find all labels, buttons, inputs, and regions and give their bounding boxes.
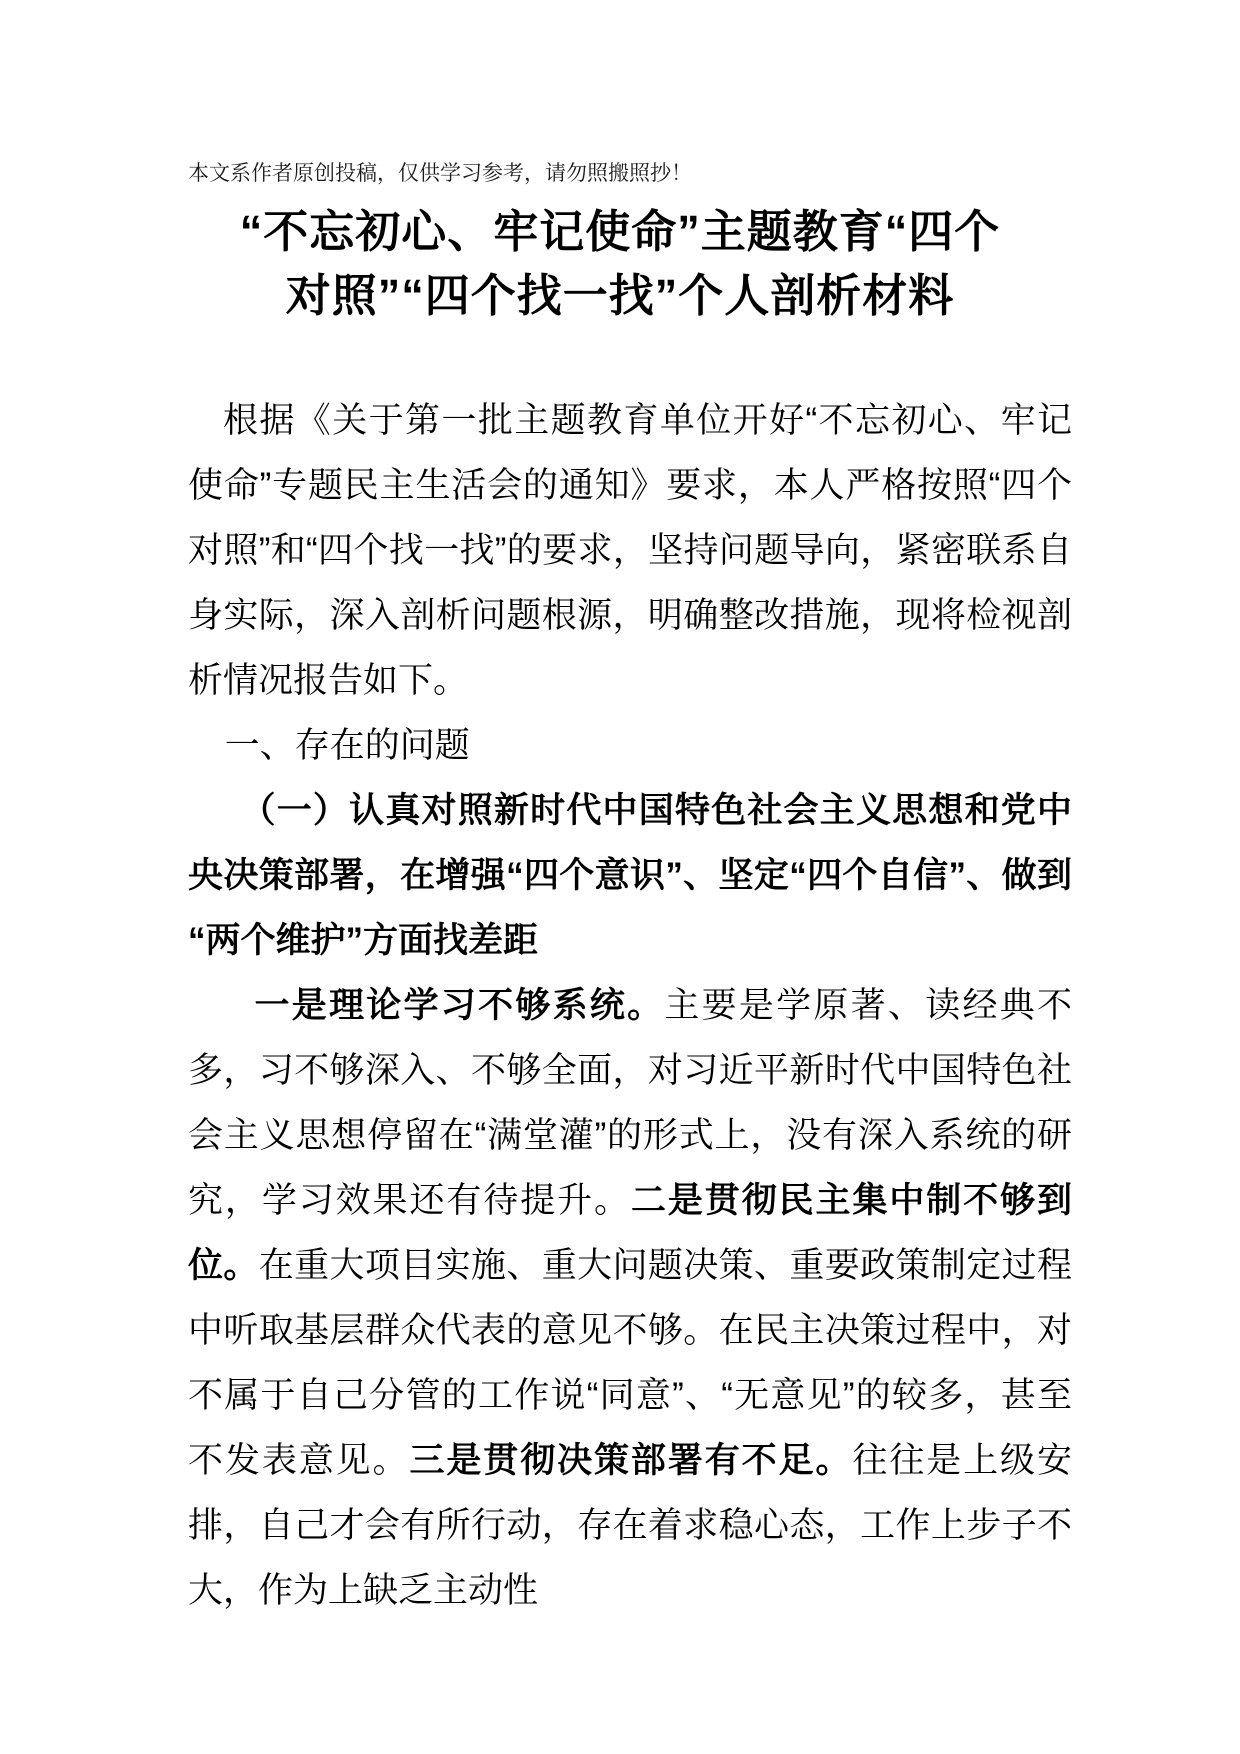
disclaimer-note: 本文系作者原创投稿，仅供学习参考，请勿照搬照抄！ — [188, 162, 692, 185]
text-run: 往往是上级安排，自己才会有所行动，存在着求稳心态，工作上步子不大，作为上缺乏主动性 — [188, 1441, 1072, 1610]
text-run: 在重大项目实施、重大问题决策、重要政策制定过程中听取基层群众代表的意见不够。在民主决策过程中，对不属于自己分管的工作说“同意”、“无意见”的较多，甚至不发表意见。 — [188, 1246, 1072, 1480]
document-title: “不忘初心、牢记使命”主题教育“四个对照”“四个找一找”个人剖析材料 — [239, 206, 1001, 321]
intro-paragraph — [188, 388, 1072, 713]
section-heading-problems — [188, 713, 1072, 778]
text-run: 主要是学原著、读经典不多，习不够深入、不够全面，对习近平新时代中国特色社会主义思想停留在“满堂灌”的形式上，没有深入系统的研究，学习效果还有待提升。 — [188, 986, 1072, 1220]
subsection-one-detail-paragraph — [188, 973, 1072, 1623]
text-run: 一、存在的问题 — [224, 726, 470, 765]
bold-text-run: 一是理论学习不够系统。 — [254, 986, 665, 1025]
text-run: 根据《关于第一批主题教育单位开好“不忘初心、牢记使命”专题民主生活会的通知》要求，本人严格按照“四个对照”和“四个找一找”的要求，坚持问题导向，紧密联系自身实际，深入剖析问题根源，明确整改措施，现将检视剖析情况报告如下。 — [188, 401, 1072, 700]
bold-text-run: （一）认真对照新时代中国特色社会主义思想和党中央决策部署，在增强“四个意识”、坚定“四个自信”、做到“两个维护”方面找差距 — [188, 791, 1072, 960]
subsection-heading-one — [188, 778, 1072, 973]
bold-text-run: 二是贯彻民主集中制不够到位。 — [188, 1181, 1072, 1285]
bold-text-run: 三是贯彻决策部署有不足。 — [409, 1441, 853, 1480]
document-body — [188, 388, 1072, 1623]
